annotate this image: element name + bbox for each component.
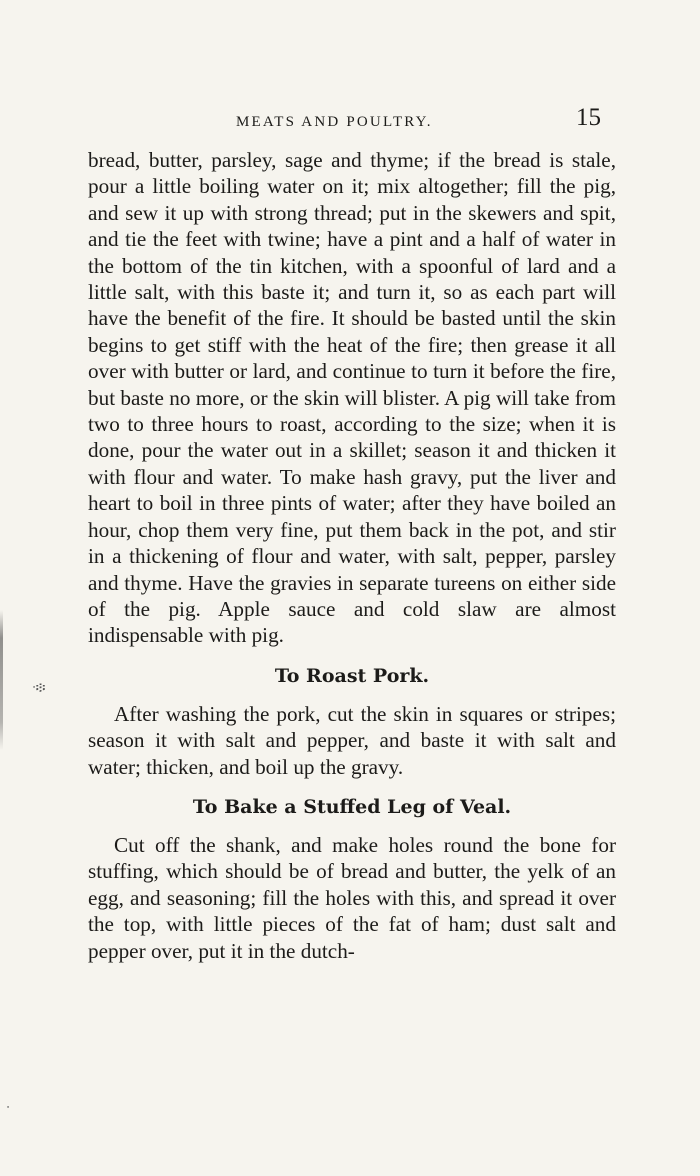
recipe-paragraph-stuffed-leg-of-veal: Cut off the shank, and make holes round the bone for stuffing, which should be of bread and butter, the yelk of an egg, and seasoning; fill the holes with this, and spread it over the top, with little pieces of the fat of ham; dust salt and pepper over, put it in the dutch- — [88, 832, 616, 963]
recipe-paragraph-roast-pork: After washing the pork, cut the skin in squares or stripes; season it with salt and pepper, and baste it with salt and water; thicken, and boil up the gravy. — [88, 701, 616, 779]
recipe-heading-stuffed-leg-of-veal: To Bake a Stuffed Leg of Veal. — [192, 795, 512, 818]
recipe-heading-roast-pork: To Roast Pork. — [274, 664, 430, 687]
body-text — [88, 147, 616, 964]
page-number: 15 — [576, 104, 601, 131]
running-head — [0, 104, 700, 136]
margin-dot: ᐧ — [6, 1101, 10, 1116]
page-edge-stain — [0, 610, 3, 750]
margin-mark: ᐧ፨ — [32, 681, 46, 696]
continuation-paragraph: bread, butter, parsley, sage and thyme; if the bread is stale, pour a little boiling water on it; mix altogether; fill the pig, and sew it up with strong thread; put in the skewers and spit, and tie the feet with twine; have a pint and a half of water in the bottom of the tin kitchen, with a spoonful of lard and a little salt, with this baste it; and turn it, so as each part will have the benefit of the fire. It should be basted until the skin begins to get stiff with the heat of the fire; then grease it all over with butter or lard, and continue to turn it before the fire, but baste no more, or the skin will blister. A pig will take from two to three hours to roast, according to the size; when it is done, pour the water out in a skillet; season it and thicken it with flour and water. To make hash gravy, put the liver and heart to boil in three pints of water; after they have boiled an hour, chop them very fine, put them back in the pot, and stir in a thickening of flour and water, with salt, pepper, parsley and thyme. Have the gravies in separate tureens on either side of the pig. Apple sauce and cold slaw are almost indispensable with pig. — [88, 148, 616, 648]
running-title: MEATS AND POULTRY. — [236, 114, 433, 130]
